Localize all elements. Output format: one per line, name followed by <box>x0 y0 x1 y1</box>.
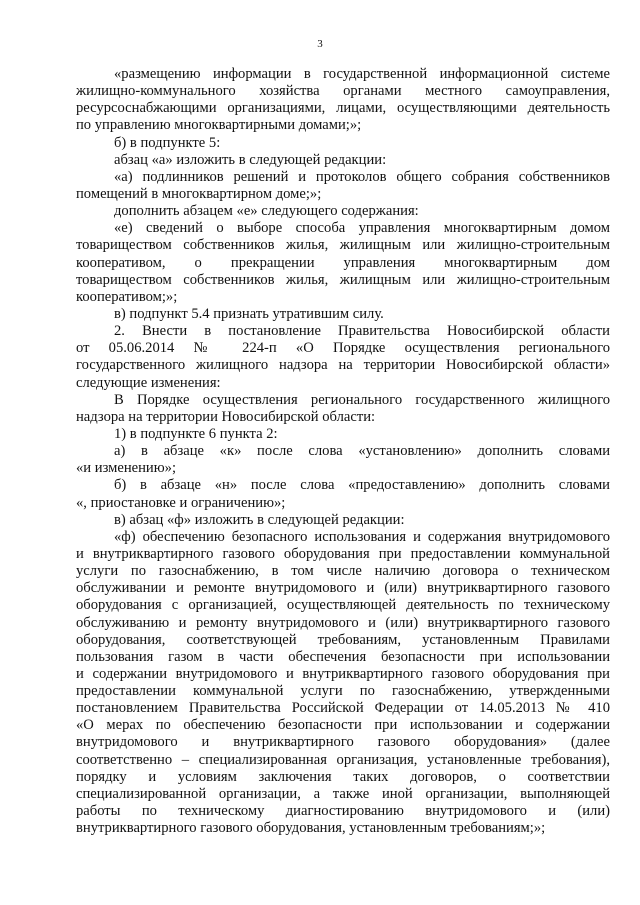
text-line: соответственно – специализированная организация, установленные требования), <box>76 751 610 768</box>
text-line: жилищно-коммунального хозяйства органами местного самоуправления, <box>76 83 610 100</box>
text-line: ресурсоснабжающими организациями, лицами, осуществляющими деятельность <box>76 100 610 117</box>
text-line: оборудования, соответствующей требованиям, установленным Правилами <box>76 631 610 648</box>
text-line: «и изменению»; <box>76 460 176 477</box>
text-line: работы по техническому диагностированию внутридомового и (или) <box>76 803 610 820</box>
text-line: оборудования с организацией, осуществляющей деятельность по техническому <box>76 597 610 614</box>
text-line: услуги по газоснабжению, в том числе наличию договора о техническом <box>76 563 610 580</box>
text-line: «О мерах по обеспечению безопасности при использовании и содержании <box>76 717 610 734</box>
text-line: товариществом собственников жилья, жилищным или жилищно-строительным <box>76 237 610 254</box>
text-line: внутридомового и внутриквартирного газового оборудования» (далее <box>76 734 610 751</box>
text-line: б) в абзаце «н» после слова «предоставлению» дополнить словами <box>114 477 610 494</box>
text-line: и внутриквартирного газового оборудования при предоставлении коммунальной <box>76 545 610 562</box>
page-number: 3 <box>317 38 323 50</box>
text-line: помещений в многоквартирном доме;»; <box>76 185 322 202</box>
text-line: постановлением Правительства Российской Федерации от 14.05.2013 № 410 <box>76 700 610 717</box>
text-line: 1) в подпункте 6 пункта 2: <box>114 425 278 442</box>
text-line: кооперативом, о прекращении управления многоквартирным дом <box>76 254 610 271</box>
text-line: специализированной организации, а также иной организации, выполняющей <box>76 785 610 802</box>
text-line: обслуживании и ремонте внутридомового и (или) внутриквартирного газового <box>76 580 610 597</box>
text-line: в) абзац «ф» изложить в следующей редакции: <box>114 511 405 528</box>
text-line: в) подпункт 5.4 признать утратившим силу. <box>114 305 384 322</box>
text-line: обслуживанию и ремонту внутридомового и (или) внутриквартирного газового <box>76 614 610 631</box>
text-line: В Порядке осуществления регионального государственного жилищного <box>114 391 610 408</box>
document-body <box>76 66 610 837</box>
text-line: абзац «а» изложить в следующей редакции: <box>114 151 387 168</box>
text-line: 2. Внести в постановление Правительства Новосибирской области <box>114 323 610 340</box>
text-line: товариществом собственников жилья, жилищным или жилищно-строительным <box>76 271 610 288</box>
text-line: порядку и условиям заключения таких договоров, о соответствии <box>76 768 610 785</box>
text-line: «, приостановке и ограничению»; <box>76 494 286 511</box>
text-line: и содержании внутридомового и внутриквартирного газового оборудования при <box>76 665 610 682</box>
text-line: по управлению многоквартирными домами;»; <box>76 117 362 134</box>
text-line: б) в подпункте 5: <box>114 134 221 151</box>
text-line: «е) сведений о выборе способа управления многоквартирным домом <box>114 220 610 237</box>
text-line: дополнить абзацем «е» следующего содержания: <box>114 203 419 220</box>
text-line: государственного жилищного надзора на территории Новосибирской области» <box>76 357 610 374</box>
text-line: надзора на территории Новосибирской области: <box>76 408 376 425</box>
text-line: следующие изменения: <box>76 374 221 391</box>
text-line: пользования газом в части обеспечения безопасности при использовании <box>76 648 610 665</box>
text-line: кооперативом;»; <box>76 288 178 305</box>
text-line: а) в абзаце «к» после слова «установлению» дополнить словами <box>114 443 610 460</box>
text-line: «ф) обеспечению безопасного использования и содержания внутридомового <box>114 528 610 545</box>
text-line: от 05.06.2014 № 224-п «О Порядке осуществления регионального <box>76 340 610 357</box>
text-line: предоставлении коммунальной услуги по газоснабжению, утвержденными <box>76 683 610 700</box>
text-line: «а) подлинников решений и протоколов общего собрания собственников <box>114 168 610 185</box>
text-line: «размещению информации в государственной информационной системе <box>114 66 610 82</box>
text-line: внутриквартирного газового оборудования, установленным требованиям;»; <box>76 820 546 837</box>
